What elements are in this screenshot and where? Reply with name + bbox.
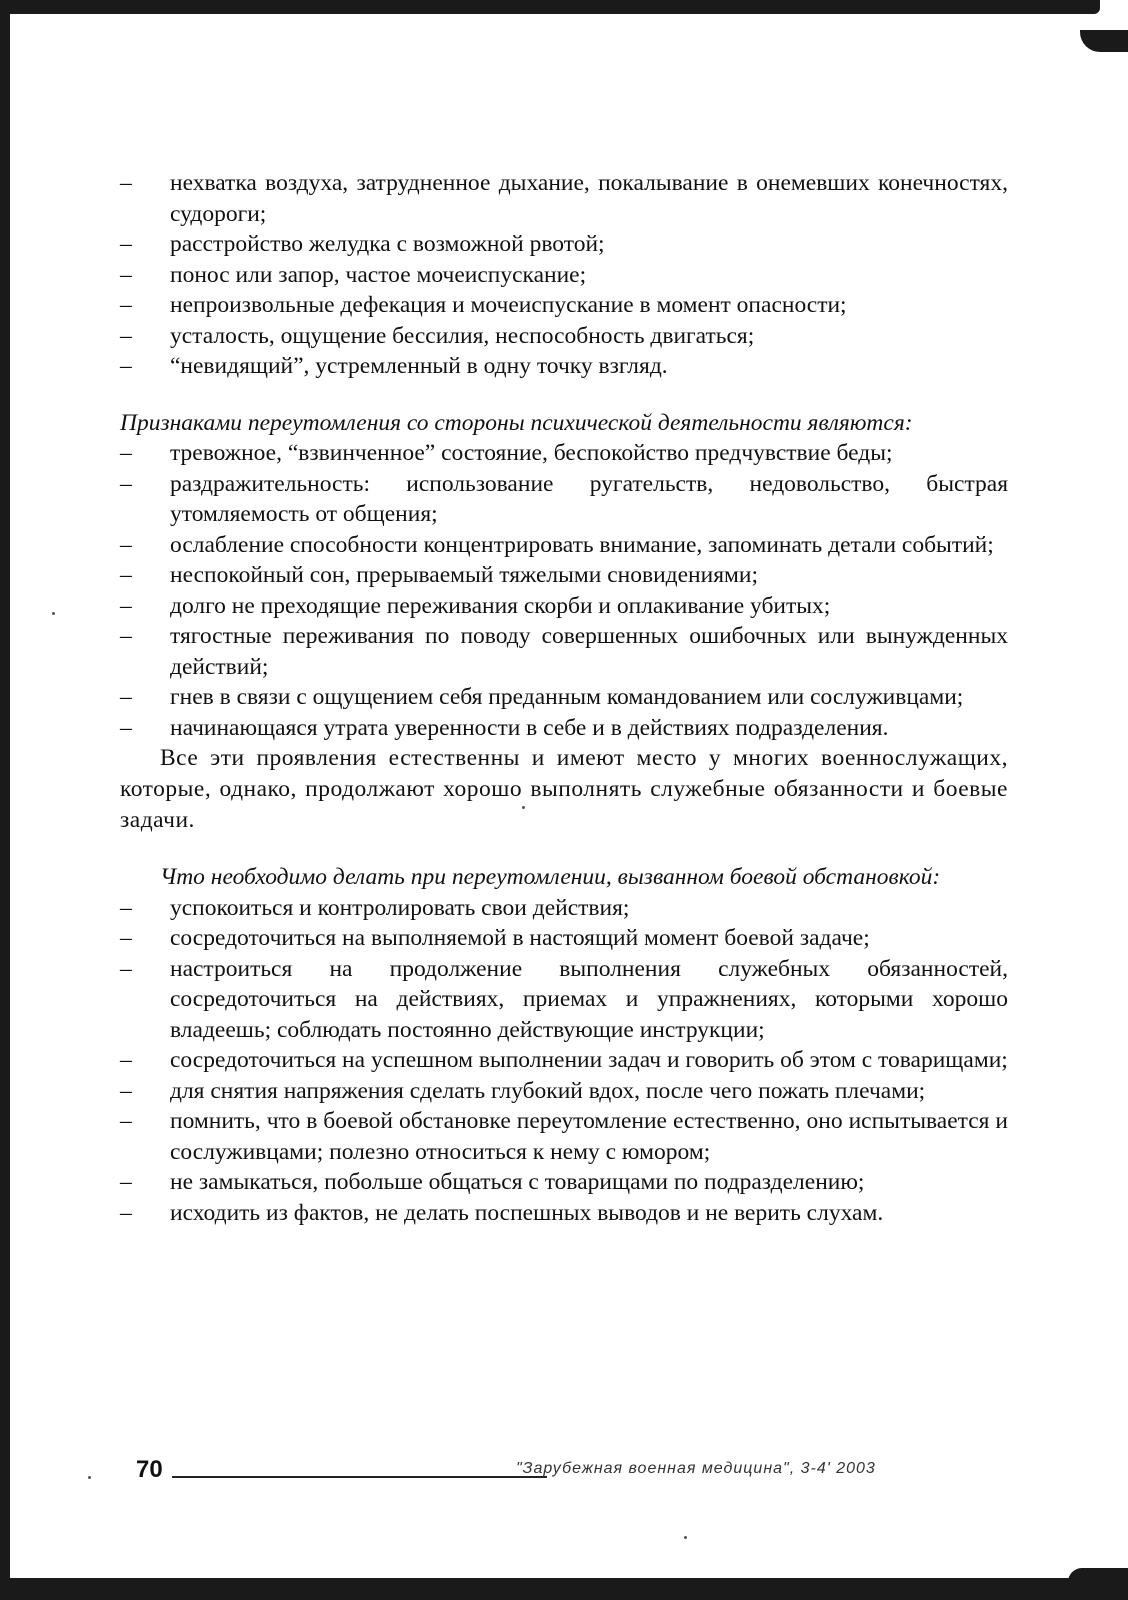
list-item — [120, 621, 1008, 682]
list-item — [120, 682, 1008, 713]
list-item — [120, 591, 1008, 622]
dash-marker: – — [120, 322, 132, 349]
list-item-text: исходить из фактов, не делать поспешных выводов и не верить слухам. — [170, 1199, 884, 1226]
list-item — [120, 954, 1008, 1046]
body-paragraph: Все эти проявления естественны и имеют место у многих военнослужащих, которые, однако, продолжают хорошо выполнять служебные обязанности и боевые задачи. — [120, 745, 1008, 833]
scan-border-left — [0, 0, 10, 1600]
list-item — [120, 1045, 1008, 1076]
list-item — [120, 923, 1008, 954]
list-item-text: сосредоточиться на успешном выполнении задач и говорить об этом с товарищами; — [170, 1047, 1008, 1073]
actions-list — [120, 893, 1008, 1229]
list-item-text: не замыкаться, побольше общаться с товарищами по подразделению; — [170, 1169, 865, 1195]
list-item-text: начинающаяся утрата уверенности в себе и в действиях подразделения. — [170, 714, 889, 741]
dash-marker: – — [120, 531, 132, 558]
list-item — [120, 351, 1008, 382]
dash-marker: – — [120, 684, 132, 710]
page-content — [120, 168, 1008, 1228]
list-item-text: тревожное, “взвинченное” состояние, беспокойство предчувствие беды; — [170, 440, 893, 466]
dash-marker: – — [120, 623, 132, 649]
list-item — [120, 1167, 1008, 1198]
list-item — [120, 713, 1008, 744]
scan-border-right-bottom — [1068, 1568, 1128, 1582]
list-item — [120, 321, 1008, 352]
dash-marker: – — [120, 714, 132, 741]
list-item — [120, 530, 1008, 561]
list-item — [120, 1198, 1008, 1229]
physical-signs-list — [120, 168, 1008, 382]
dash-marker: – — [120, 292, 132, 318]
mental-signs-list — [120, 438, 1008, 743]
page-number: 70 — [136, 1456, 163, 1483]
dash-marker: – — [120, 562, 132, 588]
list-item-text: усталость, ощущение бессилия, неспособность двигаться; — [170, 322, 755, 349]
list-item-text: нехватка воздуха, затрудненное дыхание, покалывание в онемевших конечностях, судороги; — [170, 170, 1008, 227]
list-item-text: расстройство желудка с возможной рвотой; — [170, 231, 605, 257]
list-item — [120, 229, 1008, 260]
list-item-text: тягостные переживания по поводу совершенных ошибочных или вынужденных действий; — [170, 623, 1008, 680]
list-item-text: раздражительность: использование ругательств, недовольство, быстрая утомляемость от общения; — [170, 470, 1008, 527]
dash-marker: – — [120, 894, 132, 921]
list-item-text: ослабление способности концентрировать внимание, запоминать детали событий; — [170, 531, 994, 558]
list-item-text: понос или запор, частое мочеиспускание; — [170, 261, 587, 288]
list-item-text: сосредоточиться на выполняемой в настоящий момент боевой задаче; — [170, 925, 870, 951]
dash-marker: – — [120, 1047, 132, 1073]
journal-title: "Зарубежная военная медицина", 3-4' 2003 — [516, 1460, 876, 1477]
list-item-text: гнев в связи с ощущением себя преданным командованием или сослуживцами; — [170, 684, 964, 710]
dash-marker: – — [120, 470, 132, 497]
list-item-text: “невидящий”, устремленный в одну точку взгляд. — [170, 353, 668, 379]
dash-marker: – — [120, 1108, 132, 1134]
list-item — [120, 469, 1008, 530]
scan-speck — [52, 612, 55, 615]
scan-border-top — [0, 0, 1100, 14]
scan-speck — [684, 1536, 687, 1539]
dash-marker: – — [120, 170, 132, 196]
section-heading-mental-signs: Признаками переутомления со стороны психической деятельности являются: — [120, 409, 913, 436]
list-item-text: настроиться на продолжение выполнения служебных обязанностей, сосредоточиться на действиях, приемах и упражнениях, которыми хорошо владеешь; соблюдать постоянно действующие инструкции; — [170, 955, 1008, 1043]
dash-marker: – — [120, 592, 132, 619]
list-item — [120, 1076, 1008, 1107]
list-item — [120, 438, 1008, 469]
list-item-text: для снятия напряжения сделать глубокий вдох, после чего пожать плечами; — [170, 1077, 926, 1104]
list-item — [120, 1106, 1008, 1167]
dash-marker: – — [120, 925, 132, 951]
list-item — [120, 893, 1008, 924]
list-item — [120, 290, 1008, 321]
dash-marker: – — [120, 353, 132, 379]
dash-marker: – — [120, 261, 132, 288]
dash-marker: – — [120, 231, 132, 257]
list-item — [120, 260, 1008, 291]
scan-border-right-top — [1080, 30, 1128, 52]
dash-marker: – — [120, 440, 132, 466]
dash-marker: – — [120, 1077, 132, 1104]
list-item — [120, 560, 1008, 591]
scan-speck — [88, 1476, 91, 1479]
list-item-text: непроизвольные дефекация и мочеиспускание в момент опасности; — [170, 292, 847, 318]
list-item-text: долго не преходящие переживания скорби и оплакивание убитых; — [170, 592, 831, 619]
list-item-text: неспокойный сон, прерываемый тяжелыми сновидениями; — [170, 562, 758, 588]
dash-marker: – — [120, 1199, 132, 1226]
scan-border-bottom — [0, 1578, 1128, 1600]
list-item-text: помнить, что в боевой обстановке переутомление естественно, оно испытывается и сослуживцами; полезно относиться к нему с юмором; — [170, 1108, 1008, 1165]
list-item — [120, 168, 1008, 229]
section-heading-what-to-do: Что необходимо делать при переутомлении, вызванном боевой обстановкой: — [160, 864, 941, 890]
dash-marker: – — [120, 955, 132, 982]
footer-rule — [172, 1476, 547, 1478]
dash-marker: – — [120, 1169, 132, 1195]
page-footer — [136, 1456, 976, 1496]
list-item-text: успокоиться и контролировать свои действия; — [170, 894, 630, 921]
